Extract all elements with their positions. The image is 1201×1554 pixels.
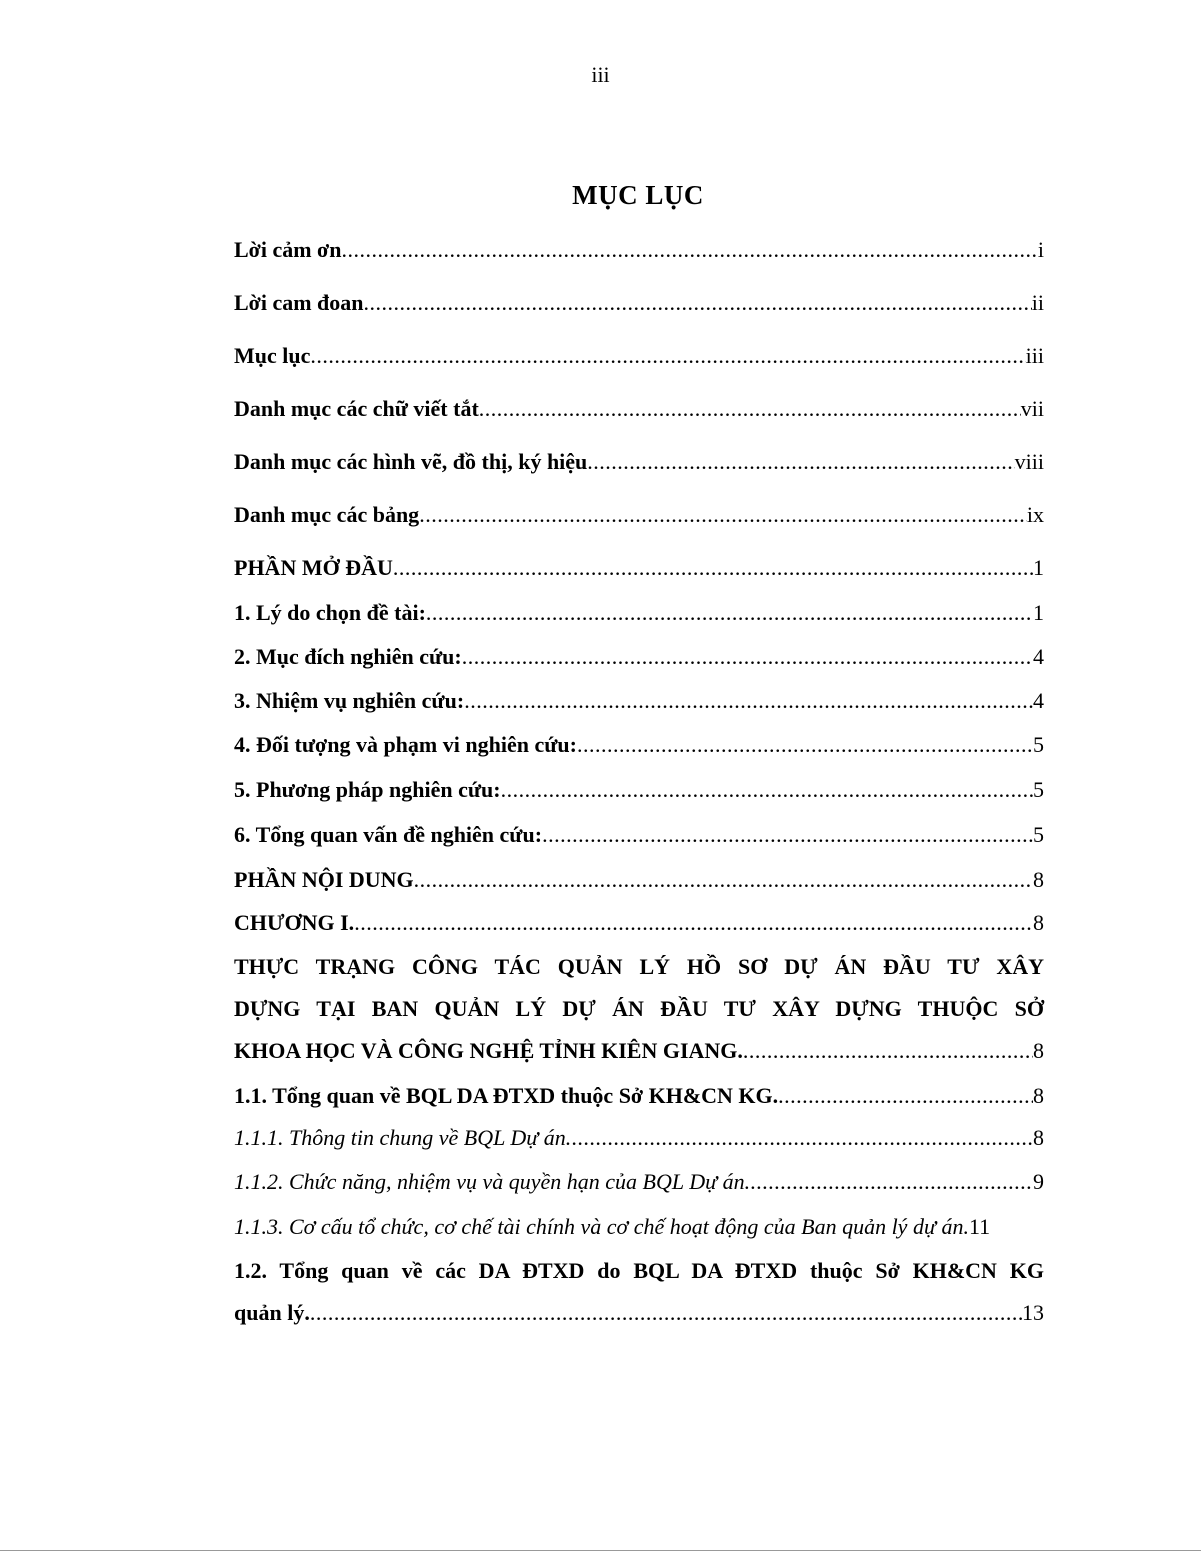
toc-heading-line-2[interactable]: DỰNG TẠI BAN QUẢN LÝ DỰ ÁN ĐẦU TƯ XÂY DỰNG THUỘC SỞ (234, 996, 1044, 1021)
toc-entry-1-1-3[interactable] (234, 1210, 1064, 1244)
dot-leader (354, 906, 1033, 940)
dot-leader (310, 339, 1025, 373)
toc-entry-label: 1. Lý do chọn đề tài: (234, 600, 426, 625)
toc-entry-label: Lời cảm ơn (234, 237, 342, 262)
toc-entry-muc-luc[interactable] (234, 339, 1044, 373)
toc-entry-5[interactable] (234, 773, 1044, 807)
toc-entry-page: 5 (1033, 732, 1044, 757)
page-number: iii (591, 62, 610, 87)
toc-entry-1-1-1[interactable] (234, 1121, 1044, 1155)
toc-entry-cac-bang[interactable] (234, 498, 1044, 532)
toc-entry-page: 11 (968, 1214, 991, 1239)
dot-leader (426, 596, 1033, 630)
toc-entry-page: ii (1031, 290, 1044, 315)
dot-leader (501, 773, 1033, 807)
toc-entry-label: quản lý. (234, 1300, 310, 1325)
toc-entry-page: iii (1025, 343, 1044, 368)
toc-entry-chu-viet-tat[interactable] (234, 392, 1044, 426)
toc-entry-label: PHẦN MỞ ĐẦU (234, 555, 393, 580)
toc-entry-4[interactable] (234, 728, 1044, 762)
toc-entry-label: CHƯƠNG I. (234, 910, 355, 935)
toc-entry-loi-cam-doan[interactable] (234, 286, 1044, 320)
toc-entry-label: 2. Mục đích nghiên cứu: (234, 644, 462, 669)
toc-entry-1-1-2[interactable] (234, 1165, 1044, 1199)
toc-entry-1[interactable] (234, 596, 1044, 630)
toc-entry-hinh-ve[interactable] (234, 445, 1044, 479)
dot-leader (587, 445, 1014, 479)
toc-entry-page: 5 (1033, 822, 1044, 847)
dot-leader (310, 1296, 1022, 1330)
toc-entry-label: 1.1. Tổng quan về BQL DA ĐTXD thuộc Sở KH&CN KG. (234, 1083, 779, 1108)
toc-entry-page: 9 (1033, 1169, 1044, 1194)
dot-leader (419, 498, 1027, 532)
dot-leader (393, 551, 1033, 585)
toc-entry-6[interactable] (234, 818, 1044, 852)
toc-entry-2[interactable] (234, 640, 1044, 674)
toc-entry-page: 8 (1033, 910, 1044, 935)
toc-entry-page: 8 (1033, 867, 1044, 892)
toc-entry-page: 8 (1033, 1125, 1044, 1150)
toc-entry-label: Danh mục các hình vẽ, đồ thị, ký hiệu (234, 449, 588, 474)
toc-heading-line-1[interactable]: THỰC TRẠNG CÔNG TÁC QUẢN LÝ HỒ SƠ DỰ ÁN ĐẦU TƯ XÂY (234, 954, 1044, 979)
toc-title: MỤC LỤC (572, 180, 704, 210)
toc-entry-1-1[interactable] (234, 1079, 1044, 1113)
toc-entry-chuong-1-title[interactable] (234, 1034, 1044, 1068)
toc-entry-phan-noi-dung[interactable] (234, 863, 1044, 897)
dot-leader (414, 863, 1033, 897)
toc-entry-label: KHOA HỌC VÀ CÔNG NGHỆ TỈNH KIÊN GIANG. (234, 1038, 743, 1063)
dot-leader (542, 818, 1033, 852)
toc-entry-page: 8 (1033, 1083, 1044, 1108)
toc-entry-page: 5 (1033, 777, 1044, 802)
toc-entry-label: 3. Nhiệm vụ nghiên cứu: (234, 688, 465, 713)
dot-leader (577, 728, 1033, 762)
toc-entry-page: 1 (1033, 555, 1044, 580)
toc-entry-page: i (1037, 237, 1044, 262)
toc-entry-loi-cam-on[interactable] (234, 233, 1044, 267)
toc-entry-page: ix (1026, 502, 1044, 527)
dot-leader (750, 1165, 1033, 1199)
toc-entry-page: 4 (1033, 644, 1044, 669)
toc-entry-label: PHẦN NỘI DUNG (234, 867, 414, 892)
dot-leader (743, 1034, 1033, 1068)
toc-entry-label: 1.1.2. Chức năng, nhiệm vụ và quyền hạn của BQL Dự án. (234, 1169, 751, 1194)
dot-leader (462, 640, 1033, 674)
toc-entry-1-2[interactable] (234, 1296, 1044, 1330)
toc-entry-page: 8 (1033, 1038, 1044, 1063)
toc-heading-1-2-line-1[interactable]: 1.2. Tổng quan về các DA ĐTXD do BQL DA ĐTXD thuộc Sở KH&CN KG (234, 1258, 1044, 1283)
toc-entry-chuong-1[interactable] (234, 906, 1044, 940)
toc-entry-label: 1.1.1. Thông tin chung về BQL Dự án. (234, 1125, 572, 1150)
toc-entry-3[interactable] (234, 684, 1044, 718)
toc-entry-label: 4. Đối tượng và phạm vi nghiên cứu: (234, 732, 577, 757)
toc-entry-page: 1 (1033, 600, 1044, 625)
toc-entry-label: 5. Phương pháp nghiên cứu: (234, 777, 501, 802)
dot-leader (479, 392, 1021, 426)
page-bottom-edge (0, 1550, 1201, 1551)
dot-leader (341, 233, 1037, 267)
toc-entry-page: viii (1014, 449, 1044, 474)
toc-entry-page: vii (1020, 396, 1044, 421)
dot-leader (778, 1079, 1033, 1113)
toc-entry-page: 13 (1022, 1300, 1044, 1325)
toc-entry-page: 4 (1033, 688, 1044, 713)
toc-entry-label: Danh mục các bảng (234, 502, 420, 527)
toc-entry-label: Lời cam đoan (234, 290, 364, 315)
toc-entry-label: Mục lục (234, 343, 311, 368)
dot-leader (464, 684, 1033, 718)
dot-leader (571, 1121, 1033, 1155)
toc-entry-label: Danh mục các chữ viết tắt (234, 396, 479, 421)
toc-entry-label: 6. Tổng quan vấn đề nghiên cứu: (234, 822, 543, 847)
toc-entry-label: 1.1.3. Cơ cấu tổ chức, cơ chế tài chính và cơ chế hoạt động của Ban quản lý dự án. (234, 1214, 969, 1239)
toc-entry-phan-mo-dau[interactable] (234, 551, 1044, 585)
dot-leader (364, 286, 1032, 320)
